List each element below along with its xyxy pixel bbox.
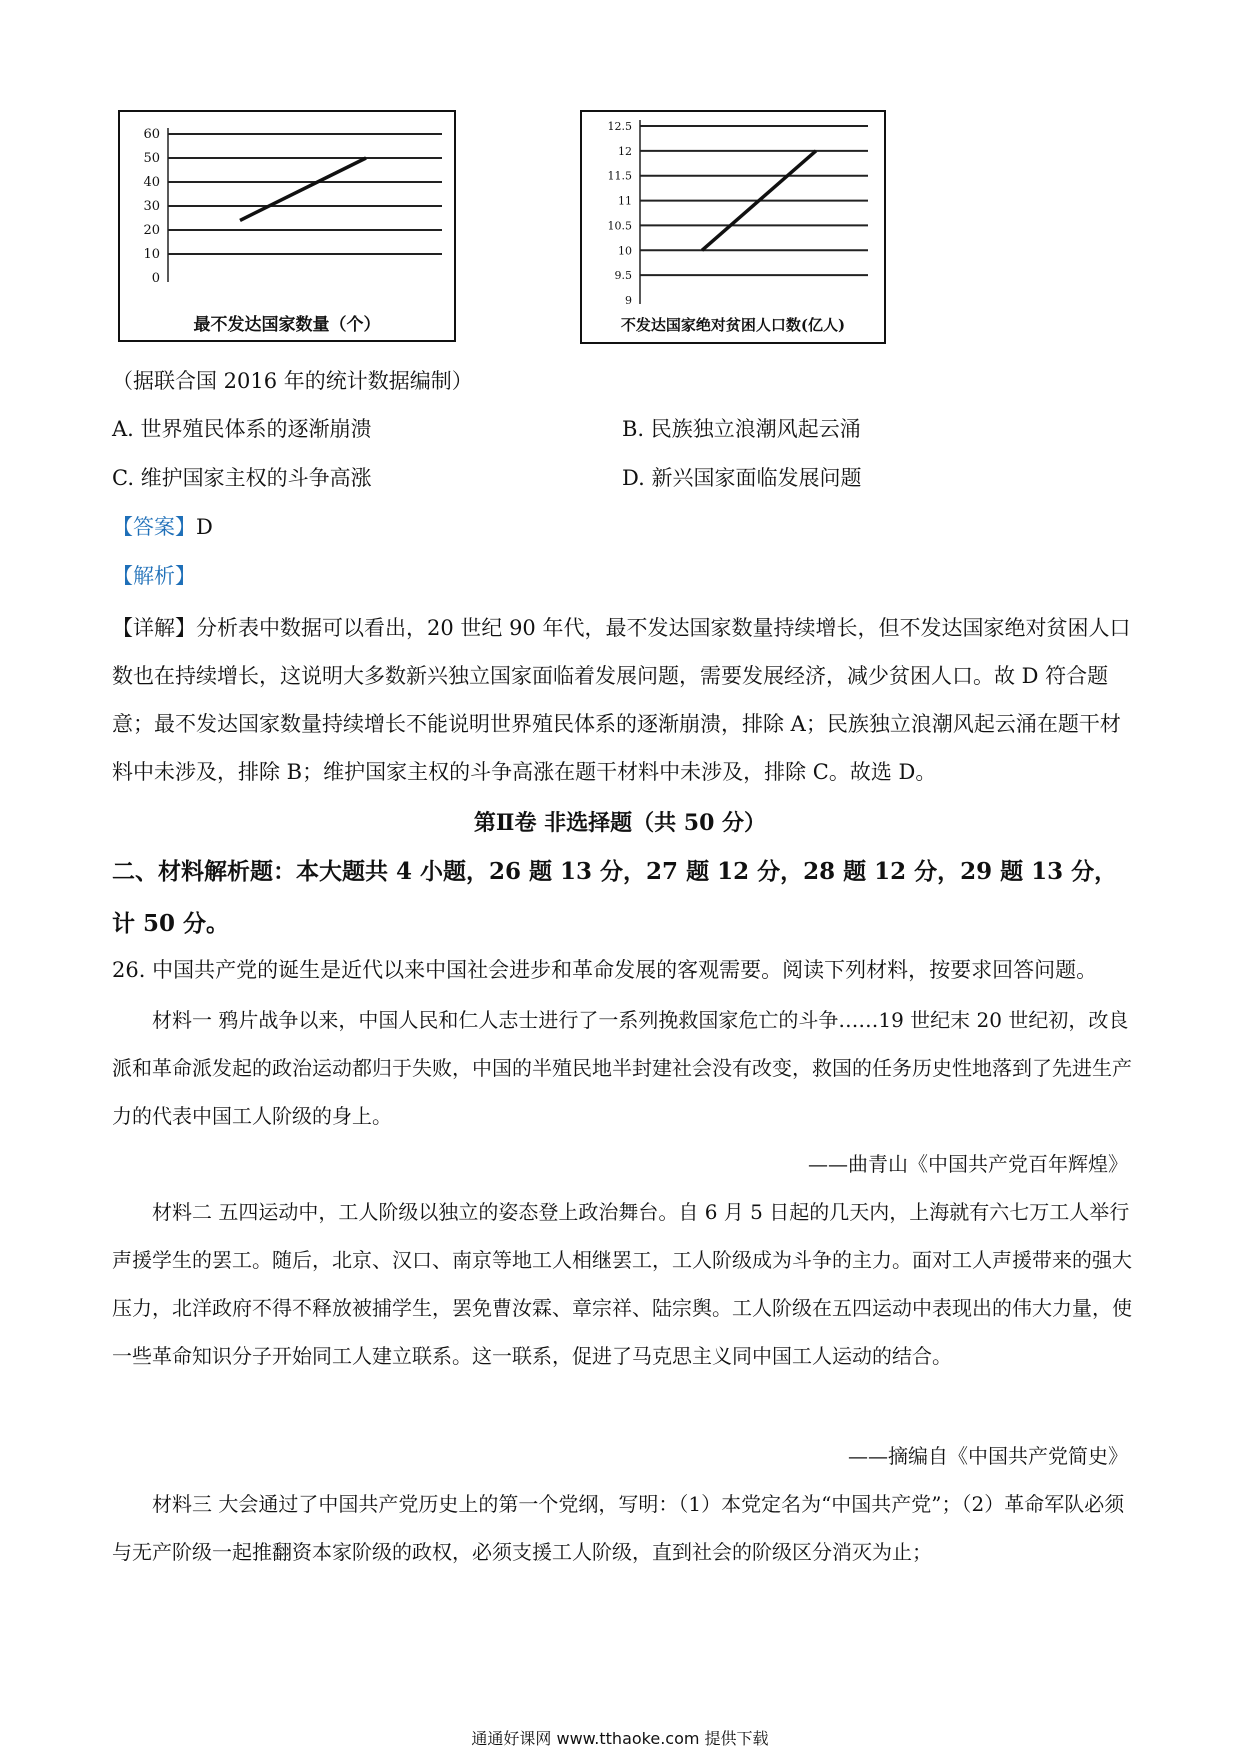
- option-d: D. 新兴国家面临发展问题: [622, 466, 862, 490]
- analysis-label: 【解析】: [112, 564, 196, 588]
- y-tick-label: 30: [143, 199, 160, 214]
- y-tick-label: 40: [143, 175, 160, 190]
- material-one: 材料一 鸦片战争以来，中国人民和仁人志士进行了一系列挽救国家危亡的斗争……19 世纪末 20 世纪初，改良派和革命派发起的政治运动都归于失败，中国的半殖民地半封建社会没有改变，救国的任务历史性地落到了先进生产力的代表中国工人阶级的身上。: [112, 1008, 1132, 1128]
- chart-poverty-population-svg: [582, 112, 884, 342]
- y-tick-label: 12: [618, 144, 632, 158]
- answer-label: 【答案】: [112, 515, 196, 539]
- y-tick-label: 60: [143, 127, 160, 142]
- part-two-heading: 二、材料解析题：本大题共 4 小题，26 题 13 分，27 题 12 分，28 题 12 分，29 题 13 分，计 50 分。: [112, 858, 1118, 937]
- detail-label: 【详解】: [112, 616, 196, 640]
- detail-text: 分析表中数据可以看出，20 世纪 90 年代，最不发达国家数量持续增长，但不发达国家绝对贫困人口数也在持续增长，这说明大多数新兴独立国家面临着发展问题，需要发展经济，减少贫困人口。故 D 符合题意；最不发达国家数量持续增长不能说明世界殖民体系的逐渐崩溃，排除 A；民族独立浪潮风起云涌在题干材料中未涉及，排除 B；维护国家主权的斗争高涨在题干材料中未涉及，排除 C。故选 D。: [112, 616, 1131, 784]
- y-tick-label: 50: [143, 151, 160, 166]
- chart-poverty-population-xlabel: 不发达国家绝对贫困人口数(亿人): [620, 316, 846, 334]
- y-tick-label: 10.5: [607, 219, 632, 233]
- y-tick-label: 11.5: [607, 169, 632, 183]
- footer-download-note: 通通好课网 www.tthaoke.com 提供下载: [471, 1729, 769, 1748]
- section-title: 第Ⅱ卷 非选择题（共 50 分）: [473, 810, 767, 836]
- y-tick-label: 0: [151, 271, 160, 286]
- y-tick-label: 9: [625, 294, 632, 307]
- y-tick-label: 12.5: [607, 120, 632, 133]
- chart-poverty-population: [580, 110, 886, 344]
- option-a: A. 世界殖民体系的逐渐崩溃: [112, 417, 372, 441]
- option-b: B. 民族独立浪潮风起云涌: [622, 417, 861, 441]
- y-tick-label: 9.5: [614, 269, 632, 283]
- answer-value: D: [196, 515, 213, 539]
- y-tick-label: 11: [618, 194, 632, 208]
- source-note: （据联合国 2016 年的统计数据编制）: [112, 369, 473, 393]
- y-tick-label: 10: [618, 244, 632, 258]
- series-line: [240, 158, 366, 220]
- material-two: 材料二 五四运动中，工人阶级以独立的姿态登上政治舞台。自 6 月 5 日起的几天内，上海就有六七万工人举行声援学生的罢工。随后，北京、汉口、南京等地工人相继罢工，工人阶级成为斗争的主力。面对工人声援带来的强大压力，北洋政府不得不释放被捕学生，罢免曹汝霖、章宗祥、陆宗舆。工人阶级在五四运动中表现出的伟大力量，使一些革命知识分子开始同工人建立联系。这一联系，促进了马克思主义同中国工人运动的结合。: [112, 1200, 1132, 1368]
- chart-ldc-count-svg: [120, 112, 454, 340]
- answer: [112, 511, 213, 543]
- material-two-source: ——摘编自《中国共产党简史》: [848, 1444, 1128, 1468]
- y-tick-label: 10: [143, 247, 160, 262]
- material-one-source: ——曲青山《中国共产党百年辉煌》: [808, 1152, 1128, 1176]
- chart-ldc-count: [118, 110, 456, 342]
- detail-paragraph: [112, 604, 1132, 796]
- material-three: 材料三 大会通过了中国共产党历史上的第一个党纲，写明：（1）本党定名为“中国共产党”；（2）革命军队必须与无产阶级一起推翻资本家阶级的政权，必须支援工人阶级，直到社会的阶级区分消灭为止；: [112, 1492, 1125, 1564]
- question-26: 26. 中国共产党的诞生是近代以来中国社会进步和革命发展的客观需要。阅读下列材料，按要求回答问题。: [112, 958, 1098, 982]
- y-tick-label: 20: [143, 223, 160, 238]
- option-c: C. 维护国家主权的斗争高涨: [112, 466, 372, 490]
- chart-ldc-count-xlabel: 最不发达国家数量（个）: [193, 315, 381, 335]
